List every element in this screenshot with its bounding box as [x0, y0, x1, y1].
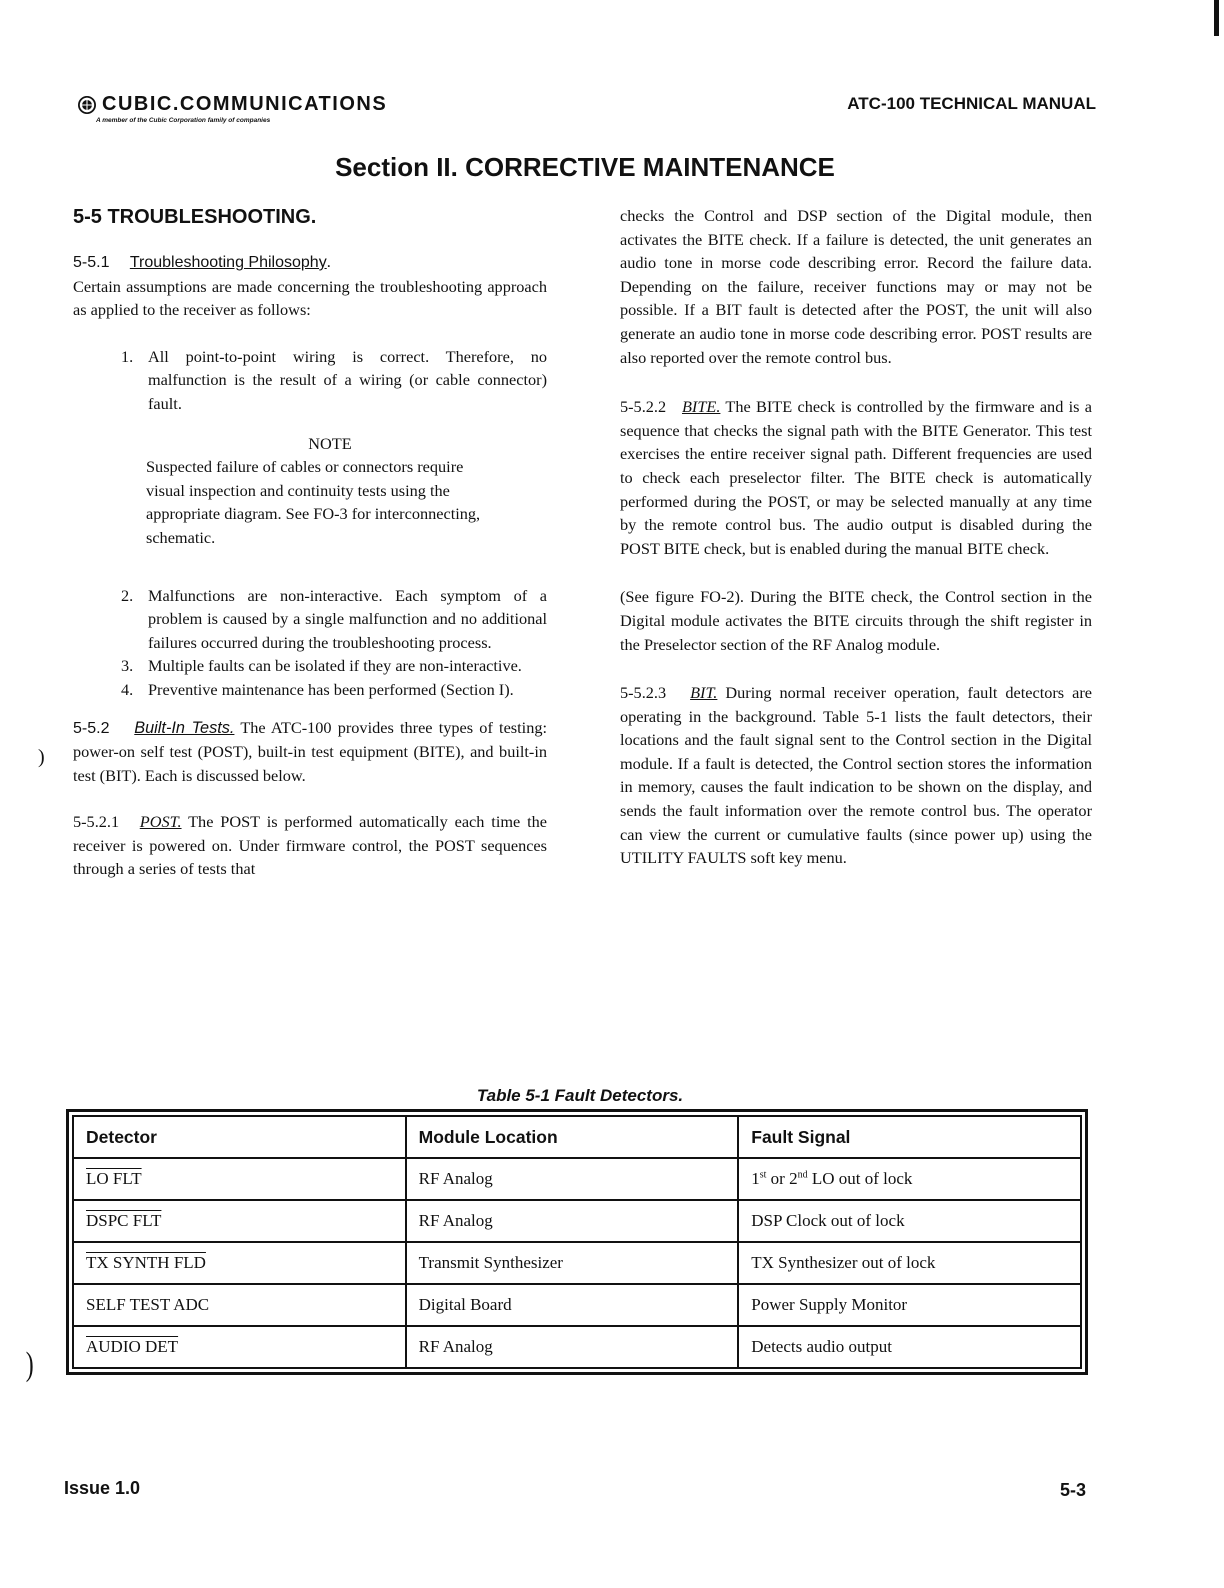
list-item [73, 678, 547, 702]
globe-logo-icon [78, 96, 96, 114]
table-row [73, 1242, 1081, 1284]
scan-mark: ) [38, 746, 45, 768]
subsection-title: Troubleshooting Philosophy [129, 254, 327, 271]
bite-paragraph [620, 395, 1092, 560]
issue-label: Issue 1.0 [64, 1478, 141, 1498]
fault-signal-cell: DSP Clock out of lock [738, 1200, 1081, 1242]
subsection-period: . [326, 252, 331, 271]
subsection-title: BITE. [681, 397, 721, 417]
left-column [73, 204, 547, 881]
detector-cell: LO FLT [86, 1169, 142, 1188]
list-item-text: Preventive maintenance has been performed (Section I). [148, 679, 514, 699]
list-item-number: 2. [121, 585, 134, 605]
list-item [73, 584, 547, 655]
fault-signal-cell: TX Synthesizer out of lock [738, 1242, 1081, 1284]
list-item [73, 654, 547, 678]
table-header-row [73, 1116, 1081, 1158]
module-cell: RF Analog [406, 1200, 739, 1242]
right-column [620, 204, 1092, 870]
detector-cell: TX SYNTH FLD [86, 1253, 206, 1272]
table-row [73, 1326, 1081, 1368]
list-item-number: 3. [121, 656, 134, 676]
fault-signal-cell: 1st or 2nd LO out of lock [738, 1158, 1081, 1200]
subsection-5-5-1-heading [73, 250, 547, 275]
assumptions-list [73, 345, 547, 416]
brand-tagline: A member of the Cubic Corporation family of companies [96, 117, 271, 124]
subsection-number: 5-5.2.1 [73, 812, 120, 832]
post-paragraph [73, 810, 547, 881]
subsection-title: BIT. [690, 683, 718, 703]
note-heading: NOTE [308, 433, 352, 453]
module-cell: Digital Board [406, 1284, 739, 1326]
subsection-number: 5-5.2.2 [620, 397, 667, 417]
module-cell: RF Analog [406, 1326, 739, 1368]
scan-mark: ) [25, 1346, 34, 1383]
subsection-title: Built-In Tests. [134, 718, 235, 737]
fo2-paragraph: (See figure FO-2). During the BITE check, the Control section in the Digital module activates the BITE circuits through the shift register in the Preselector section of the RF Analog module. [620, 587, 1092, 654]
fault-signal-cell: Power Supply Monitor [738, 1284, 1081, 1326]
table-row [73, 1200, 1081, 1242]
subsection-number: 5-5.1 [73, 254, 110, 271]
list-item-text: Malfunctions are non-interactive. Each symptom of a problem is caused by a single malfunction and no additional failures occurred during the troubleshooting process. [148, 585, 547, 652]
module-cell: Transmit Synthesizer [406, 1242, 739, 1284]
scan-edge-mark [1214, 0, 1219, 36]
note-body: Suspected failure of cables or connectors require visual inspection and continuity tests using the appropriate diagram. See FO-3 for interconnecting, schematic. [146, 457, 481, 547]
page-number: 5-3 [1059, 1480, 1086, 1500]
subsection-number: 5-5.2.3 [620, 683, 667, 703]
subsection-body: The POST is performed automatically each time the receiver is powered on. Under firmware control, the POST sequences through a series of tests that [73, 812, 547, 879]
column-header: Detector [73, 1116, 406, 1158]
module-cell: RF Analog [406, 1158, 739, 1200]
list-item-text: All point-to-point wiring is correct. Therefore, no malfunction is the result of a wiring (or cable connector) fault. [148, 346, 547, 413]
subsection-title: POST. [139, 812, 182, 832]
philosophy-paragraph: Certain assumptions are made concerning the troubleshooting approach as applied to the receiver as follows: [73, 276, 547, 320]
document-title: ATC-100 TECHNICAL MANUAL [847, 94, 1096, 113]
detector-cell: DSPC FLT [86, 1211, 162, 1230]
fault-detectors-table [66, 1109, 1088, 1375]
subsection-number: 5-5.2 [73, 719, 110, 737]
table-row [73, 1284, 1081, 1326]
subsection-body: During normal receiver operation, fault detectors are operating in the background. Table 5-1 lists the fault detectors, their locations and the fault signal sent to the Control section in the Digital module. If a fault is detected, the Control section stores the information in memory, causes the fault indication to be shown on the display, and sends the fault information over the remote control bus. The operator can view the current or cumulative faults (since power up) using the UTILITY FAULTS soft key menu. [620, 683, 1092, 868]
section-title: Section II. CORRECTIVE MAINTENANCE [335, 152, 835, 182]
table-row [73, 1158, 1081, 1200]
bit-paragraph [620, 681, 1092, 870]
company-logo [78, 93, 387, 124]
brand-name: CUBIC.COMMUNICATIONS [102, 93, 388, 115]
table-caption: Table 5-1 Fault Detectors. [476, 1086, 684, 1105]
built-in-tests-paragraph [73, 716, 547, 788]
list-item-number: 4. [121, 679, 134, 699]
list-item [73, 345, 547, 416]
subsection-body: The ATC-100 provides three types of testing: power-on self test (POST), built-in test equipment (BITE), and built-in test (BIT). Each is discussed below. [73, 717, 547, 785]
list-item-text: Multiple faults can be isolated if they are non-interactive. [148, 656, 522, 676]
column-header: Fault Signal [738, 1116, 1081, 1158]
detector-cell: SELF TEST ADC [73, 1284, 406, 1326]
fault-signal-cell: Detects audio output [738, 1326, 1081, 1368]
heading-troubleshooting: 5-5 TROUBLESHOOTING. [73, 206, 317, 228]
post-continued-paragraph: checks the Control and DSP section of the Digital module, then activates the BITE check. If a failure is detected, the unit generates an audio tone in morse code describing error. Record the failure data. Depending on the failure, receiver functions may or may not be possible. If a BIT fault is detected after the POST, the unit will also generate an audio tone in morse code describing error. POST results are also reported over the remote control bus. [620, 206, 1092, 367]
list-item-number: 1. [121, 346, 134, 366]
subsection-body: The BITE check is controlled by the firmware and is a sequence that checks the signal path with the BITE Generator. This test exercises the entire receiver signal path. Different frequencies are used to check each preselector filter. The BITE check is automatically performed during the POST, or may be selected manually at any time by the remote control bus. The audio output is disabled during the POST BITE check, but is enabled during the manual BITE check. [620, 397, 1092, 558]
assumptions-list-continued [73, 584, 547, 702]
column-header: Module Location [406, 1116, 739, 1158]
detector-cell: AUDIO DET [86, 1337, 179, 1356]
